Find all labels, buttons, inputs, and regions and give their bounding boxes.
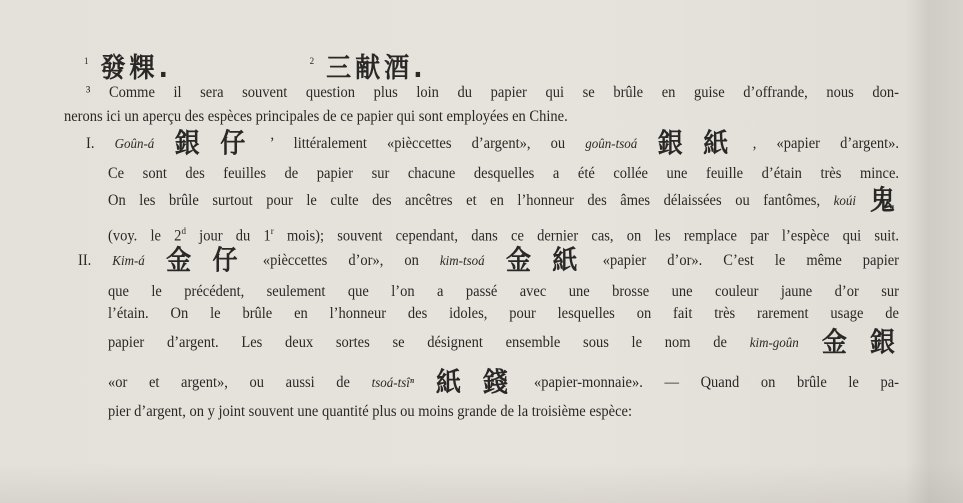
item-2-line-4-text: papier d’argent. Les deux sortes se désignent ensemble sous le nom de (108, 334, 727, 352)
item-2-line-3: l’étain. On le brûle en l’honneur des idoles, pour lesquelles on fait très rarement usage de (108, 305, 899, 323)
footnote-2-chinese: 三献酒. (326, 52, 427, 84)
item-2-term-3: kim-goûn (749, 334, 799, 351)
item-2-text-2: «papier d’or». C’est le même papier (602, 252, 899, 270)
item-1-line-3-text: On les brûle surtout pour le culte des ancêtres et en l’honneur des âmes délaissées ou fantômes, (108, 192, 821, 210)
item-2-term-1: Kim-á (112, 252, 145, 269)
text: jour du 1 (185, 227, 271, 245)
item-2-chinese-4: 紙錢 (417, 366, 530, 398)
item-1-numeral: I. (86, 135, 95, 153)
item-2-line-1 (78, 244, 899, 276)
item-2-numeral: II. (78, 252, 92, 270)
item-1-chinese-1: 銀仔 (158, 127, 266, 159)
superscript: r (270, 225, 274, 237)
item-1-term-2: goûn-tsoá (585, 135, 638, 152)
item-1-line-3 (108, 184, 899, 216)
item-1-term-3: koúi (833, 192, 857, 209)
footnote-1-2-line (84, 50, 584, 84)
item-1-line-4 (108, 220, 899, 247)
item-2-text-4: «papier-monnaie». — Quand on brûle le pa- (534, 374, 900, 392)
item-1-chinese-3: 鬼 (860, 184, 899, 216)
bottom-shade (0, 463, 963, 503)
item-2-chinese-1: 金仔 (148, 244, 259, 276)
footnote-1-chinese: 發粿. (100, 52, 172, 84)
footnote-3-line-1: ³ Comme il sera souvent question plus loin du papier qui se brûle en guise d’offrande, nous don- (86, 84, 899, 102)
text: mois); souvent cependant, dans ce dernier cas, on les remplace par l’espèce qui suit. (273, 227, 899, 245)
footnote-3-line-2: nerons ici un aperçu des espèces principales de ce papier qui sont employées en Chine. (64, 108, 568, 126)
item-1-text-1: ’ littéralement «pièccettes d’argent», ou (269, 135, 566, 153)
footnote-marker-2: 2 (309, 55, 315, 67)
item-2-line-5 (108, 366, 900, 398)
item-1-text-2: , «papier d’argent». (752, 135, 899, 153)
item-1-chinese-2: 銀紙 (641, 127, 749, 159)
item-2-line-4 (108, 326, 899, 358)
text: (voy. le 2 (108, 227, 182, 245)
item-2-line-6: pier d’argent, on y joint souvent une quantité plus ou moins grande de la troisième espèce: (108, 403, 633, 421)
item-1-line-1 (86, 127, 899, 159)
item-2-text-1: «pièccettes d’or», on (262, 252, 419, 270)
item-2-line-2: que le précédent, seulement que l’on a passé avec une brosse une couleur jaune d’or sur (108, 283, 899, 301)
item-2-chinese-3: 金銀 (802, 326, 899, 358)
item-2-text-3: «or et argent», ou aussi de (108, 374, 350, 392)
item-1-line-2: Ce sont des feuilles de papier sur chacune desquelles a été collée une feuille d’étain très mince. (108, 165, 899, 183)
item-2-chinese-2: 金紙 (488, 244, 599, 276)
superscript: d (181, 225, 186, 237)
item-2-term-4: tsoá-tsîⁿ (371, 374, 414, 391)
item-2-term-2: kim-tsoá (439, 252, 485, 269)
footnote-marker-1: 1 (84, 55, 89, 67)
item-1-term-1: Goûn-á (114, 135, 155, 152)
